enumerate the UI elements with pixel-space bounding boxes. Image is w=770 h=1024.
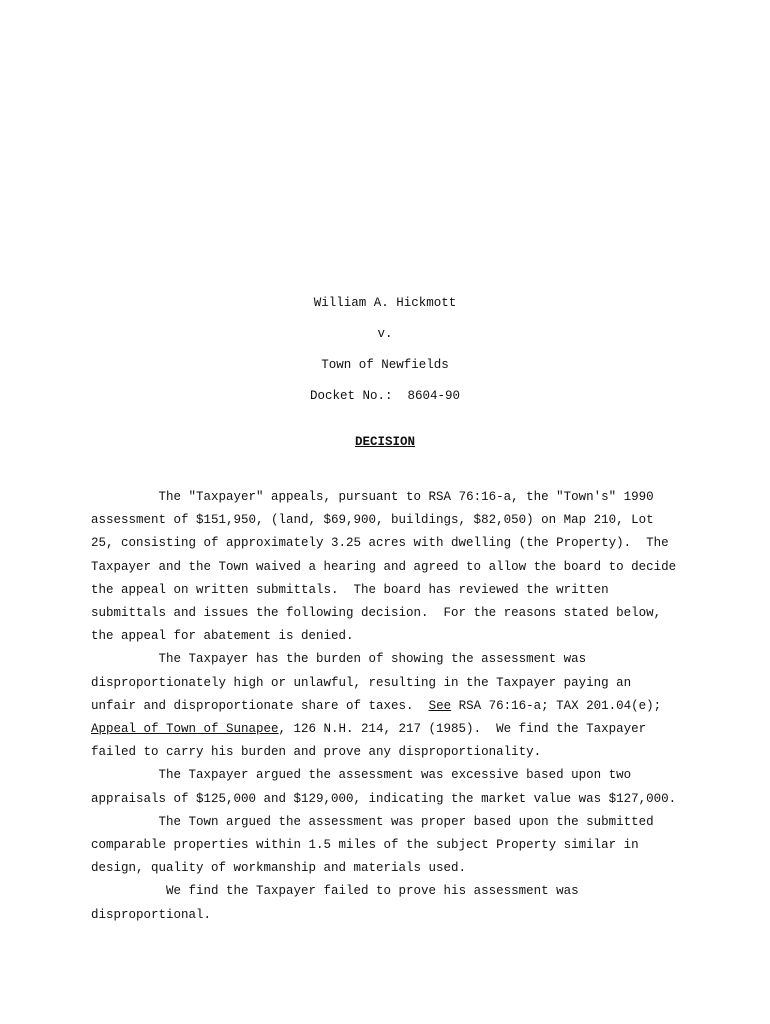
party-name-taxpayer: William A. Hickmott [313, 296, 457, 310]
text-run: The "Taxpayer" appeals, pursuant to RSA 76:16-a, the "Town's" 1990 [158, 490, 654, 504]
text-run: design, quality of workmanship and materials used. [91, 861, 467, 876]
underlined-citation: Appeal of Town of Sunapee [91, 722, 279, 736]
party-name-town: Town of Newfields [321, 358, 449, 372]
text-run: submittals and issues the following decision. For the reasons stated below, [91, 606, 662, 620]
paragraph-indent [91, 884, 166, 898]
text-line [91, 512, 654, 528]
text-run: 25, consisting of approximately 3.25 acres with dwelling (the Property). The [91, 536, 669, 551]
text-run: comparable properties within 1.5 miles of the subject Property similar in [91, 838, 639, 852]
text-run: the appeal for abatement is denied. [91, 629, 354, 644]
text-run: Taxpayer and the Town waived a hearing and agreed to allow the board to decide [91, 559, 677, 574]
text-line [91, 535, 669, 551]
text-run: disproportional. [91, 907, 212, 922]
text-line [91, 675, 631, 691]
text-run: appraisals of $125,000 and $129,000, indicating the market value was $127,000. [91, 791, 677, 806]
text-line [91, 883, 579, 899]
text-line [91, 814, 654, 830]
text-line [91, 721, 646, 737]
text-line [91, 651, 586, 667]
text-line [91, 767, 631, 783]
text-run: RSA 76:16-a; TAX 201.04(e); [451, 698, 662, 713]
paragraph-indent [91, 490, 159, 504]
text-run: The Town argued the assessment was proper based upon the submitted [158, 814, 654, 829]
text-line [91, 559, 676, 575]
text-run: The Taxpayer argued the assessment was excessive based upon two [158, 768, 632, 783]
text-line [91, 628, 354, 644]
text-line [91, 744, 541, 760]
text-line [91, 605, 661, 621]
text-line [91, 698, 661, 714]
docket-number: Docket No.: 8604-90 [309, 389, 461, 403]
paragraph-indent [91, 768, 159, 782]
decision-heading: DECISION [354, 435, 415, 449]
text-line [91, 907, 211, 923]
text-line [91, 582, 609, 598]
paragraph-indent [91, 815, 159, 829]
text-line [91, 489, 654, 505]
paragraph-indent [91, 652, 159, 666]
text-run: failed to carry his burden and prove any disproportionality. [91, 745, 542, 760]
text-run: We find the Taxpayer failed to prove his assessment was [166, 884, 579, 899]
text-run: disproportionately high or unlawful, resulting in the Taxpayer paying an [91, 675, 632, 690]
text-run: , 126 N.H. 214, 217 (1985). We find the Taxpayer [278, 722, 647, 736]
text-run: The Taxpayer has the burden of showing the assessment was [158, 652, 587, 667]
text-line [91, 837, 639, 853]
text-line [91, 860, 466, 876]
text-line [91, 791, 676, 807]
text-run: assessment of $151,950, (land, $69,900, buildings, $82,050) on Map 210, Lot [91, 513, 654, 528]
text-run: the appeal on written submittals. The board has reviewed the written [91, 582, 609, 597]
versus-label: v. [377, 327, 393, 341]
underlined-citation: See [428, 698, 452, 713]
text-run: unfair and disproportionate share of taxes. [91, 698, 429, 713]
